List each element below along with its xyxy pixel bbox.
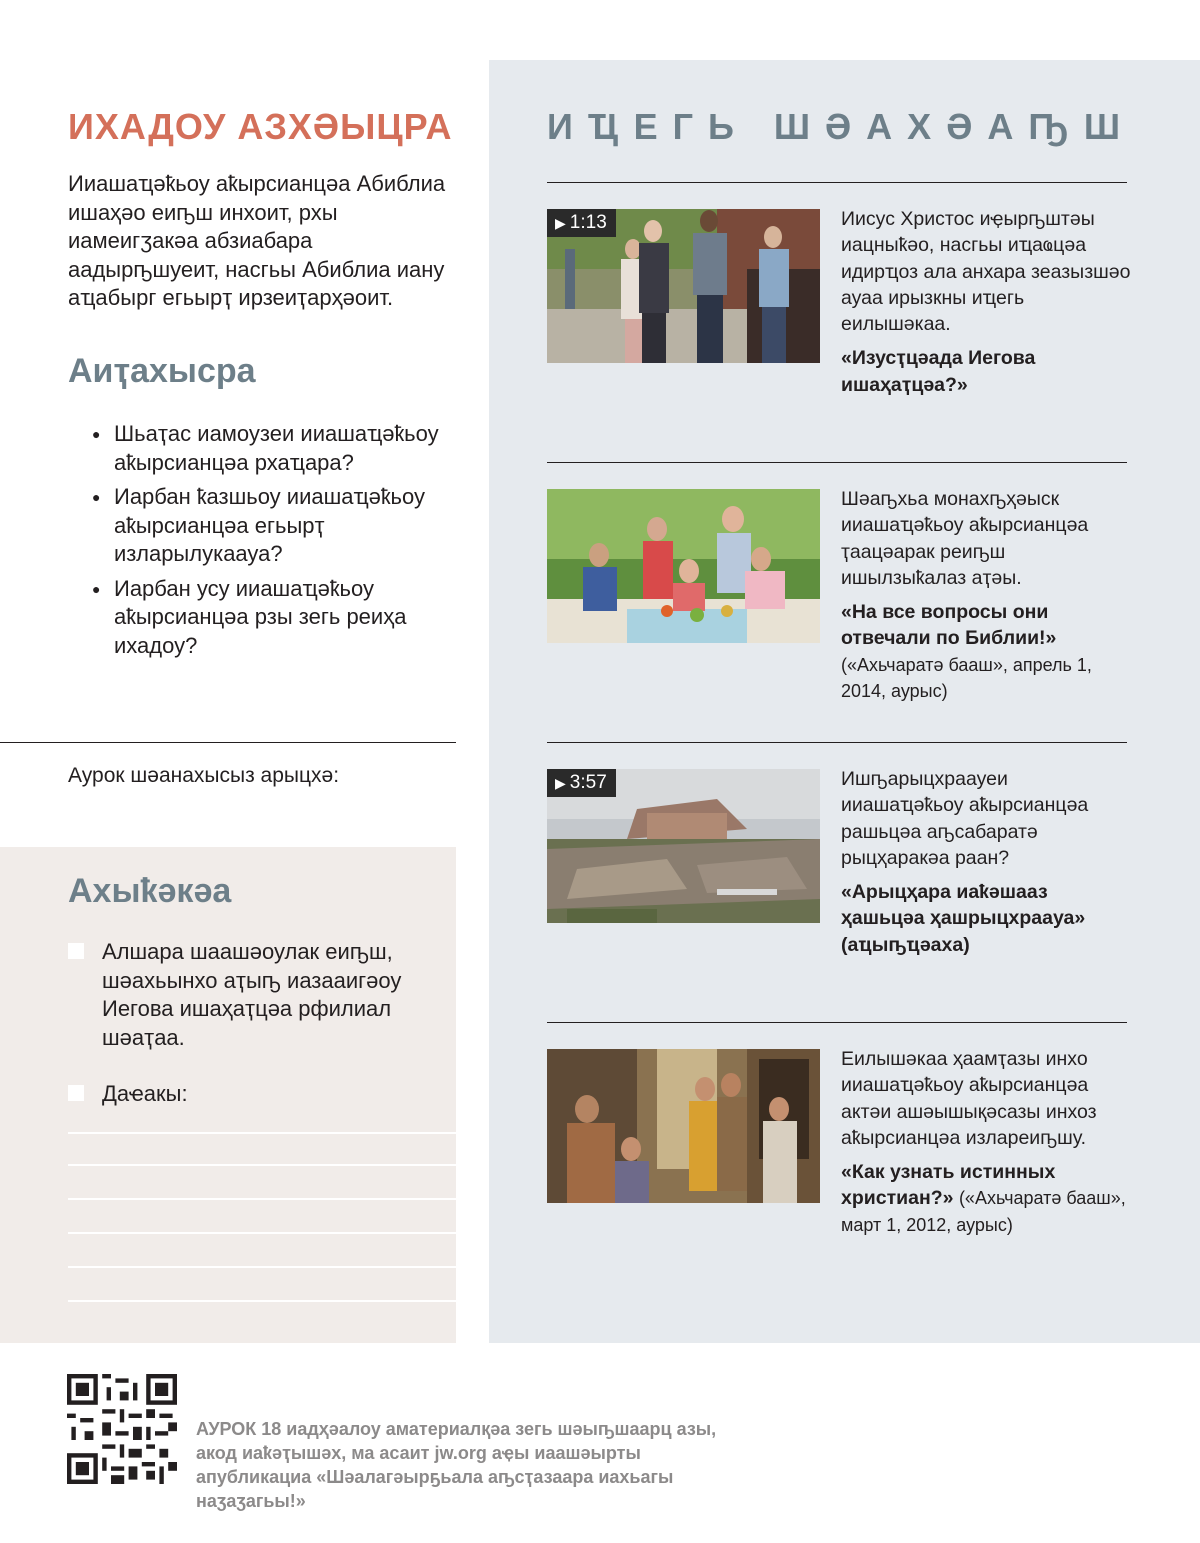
explore-item-text [841, 206, 1131, 398]
divider [547, 1022, 1127, 1023]
item-reference[interactable]: «Как узнать истинных христиан?» («Ахьчаратә бааш», март 1, 2012, аурыс) [841, 1161, 1126, 1235]
item-reference[interactable]: «На все вопросы они отвечали по Библии!» («Ахьчаратә бааш», апрель 1, 2014, аурыс) [841, 601, 1092, 702]
review-question: ● Шьаҭас иамоузеи ииашаҵәҟьоу аҟырсианцәа рхаҵара? [92, 420, 462, 477]
divider [0, 742, 456, 743]
first-century-christians-image [547, 1049, 820, 1203]
item-caption: Шәаҧхьа монахҧҳәыск ииашаҵәҟьоу аҟырсианцәа ҭаацәарак реиҧш ишылзыҟалаз аҭәы. [841, 488, 1089, 589]
video-duration-badge: ▶ 1:13 [547, 209, 616, 237]
review-question-list [92, 420, 462, 666]
task-item [68, 938, 448, 1052]
item-caption: Еилышәкаа ҳаамҭазы инхо ииашаҵәҟьоу аҟырсианцәа актәи ашәышықәсазы инхоз аҟырсианцәа излареиҧшу. [841, 1048, 1097, 1149]
article-thumbnail[interactable] [547, 1049, 820, 1203]
task-text: Даҽакы: [102, 1081, 188, 1106]
footer-note: АУРОК 18 иадҳәалоу аматериалқәа зегь шәыҧшаарц азы, акод иаҟәҭышәх, ма асаит jw.org аҿы иаашәырты апубликациа «Шәалагәырҕьала аҧсҭазаара иахьагы наӡаӡагьы!» [196, 1419, 717, 1511]
divider [547, 742, 1127, 743]
intro-paragraph: Ииашаҵәҟьоу аҟырсианцәа Абиблиа ишаҳәо еиҧш инхоит, рхы иамеигӡакәа абзиабара аадырҧшуеит, насгьы Абиблиа иану аҵабырг егьырҭ ирзеиҭарҳәоит. [68, 171, 446, 310]
play-icon: ▶ [555, 215, 566, 231]
explore-item-text [841, 766, 1131, 958]
checkbox[interactable] [68, 943, 84, 959]
review-question: ● Иарбан усу ииашаҵәҟьоу аҟырсианцәа рзы зегь реиҳа ихадоу? [92, 575, 462, 661]
video-thumbnail[interactable] [547, 209, 820, 363]
article-thumbnail[interactable] [547, 489, 820, 643]
section-title-main-point: ИХАДОУ АЗХӘЫЦРА [68, 106, 453, 147]
family-meal-image [547, 489, 820, 643]
explore-item-text [841, 1046, 1131, 1238]
video-duration-badge: ▶ 3:57 [547, 769, 616, 797]
tasks-heading: Ахыҟәкәа [68, 872, 232, 910]
task-text: Алшара шаашәоулак еиҧш, шәахьынхо аҭыҧ иазааигәоу Иегова ишаҳаҭцәа рфилиал шәаҭаа. [102, 939, 402, 1050]
checkbox[interactable] [68, 1085, 84, 1101]
lesson-date-label: Аурок шәанахысыз арыцхә: [68, 764, 340, 787]
item-reference[interactable]: «Арыцҳара иаҟәшааз ҳашьцәа ҳашрыцхраауа» (аҵыҧҵәаха) [841, 881, 1086, 956]
item-caption: Иисус Христос иҿырҧштәы иацныҟәо, насгьы иҵаҩцәа идирҵоз ала анхара зеазызшәо ауаа ирызкны иҵегь еилышәкаа. [841, 208, 1131, 336]
item-reference[interactable]: «Изусҭцәада Иегова ишаҳаҭцәа?» [841, 347, 1036, 396]
qr-code-icon[interactable] [67, 1374, 177, 1484]
divider [547, 182, 1127, 183]
explore-more-title: ИҴЕГЬ ШӘАХӘАҦШ [547, 106, 1136, 147]
review-question: ● Иарбан ҟазшьоу ииашаҵәҟьоу аҟырсианцәа егьырҭ изларылукаауа? [92, 483, 462, 569]
writing-lines[interactable] [68, 1132, 456, 1302]
play-icon: ▶ [555, 775, 566, 791]
review-heading: Аиҭахысра [68, 352, 256, 390]
explore-item-text [841, 486, 1131, 704]
video-thumbnail[interactable] [547, 769, 820, 923]
item-caption: Ишҧарыцхраауеи ииашаҵәҟьоу аҟырсианцәа рашьцәа аҧсабаратә рыцҳаракәа раан? [841, 768, 1089, 869]
task-item [68, 1080, 448, 1109]
divider [547, 462, 1127, 463]
